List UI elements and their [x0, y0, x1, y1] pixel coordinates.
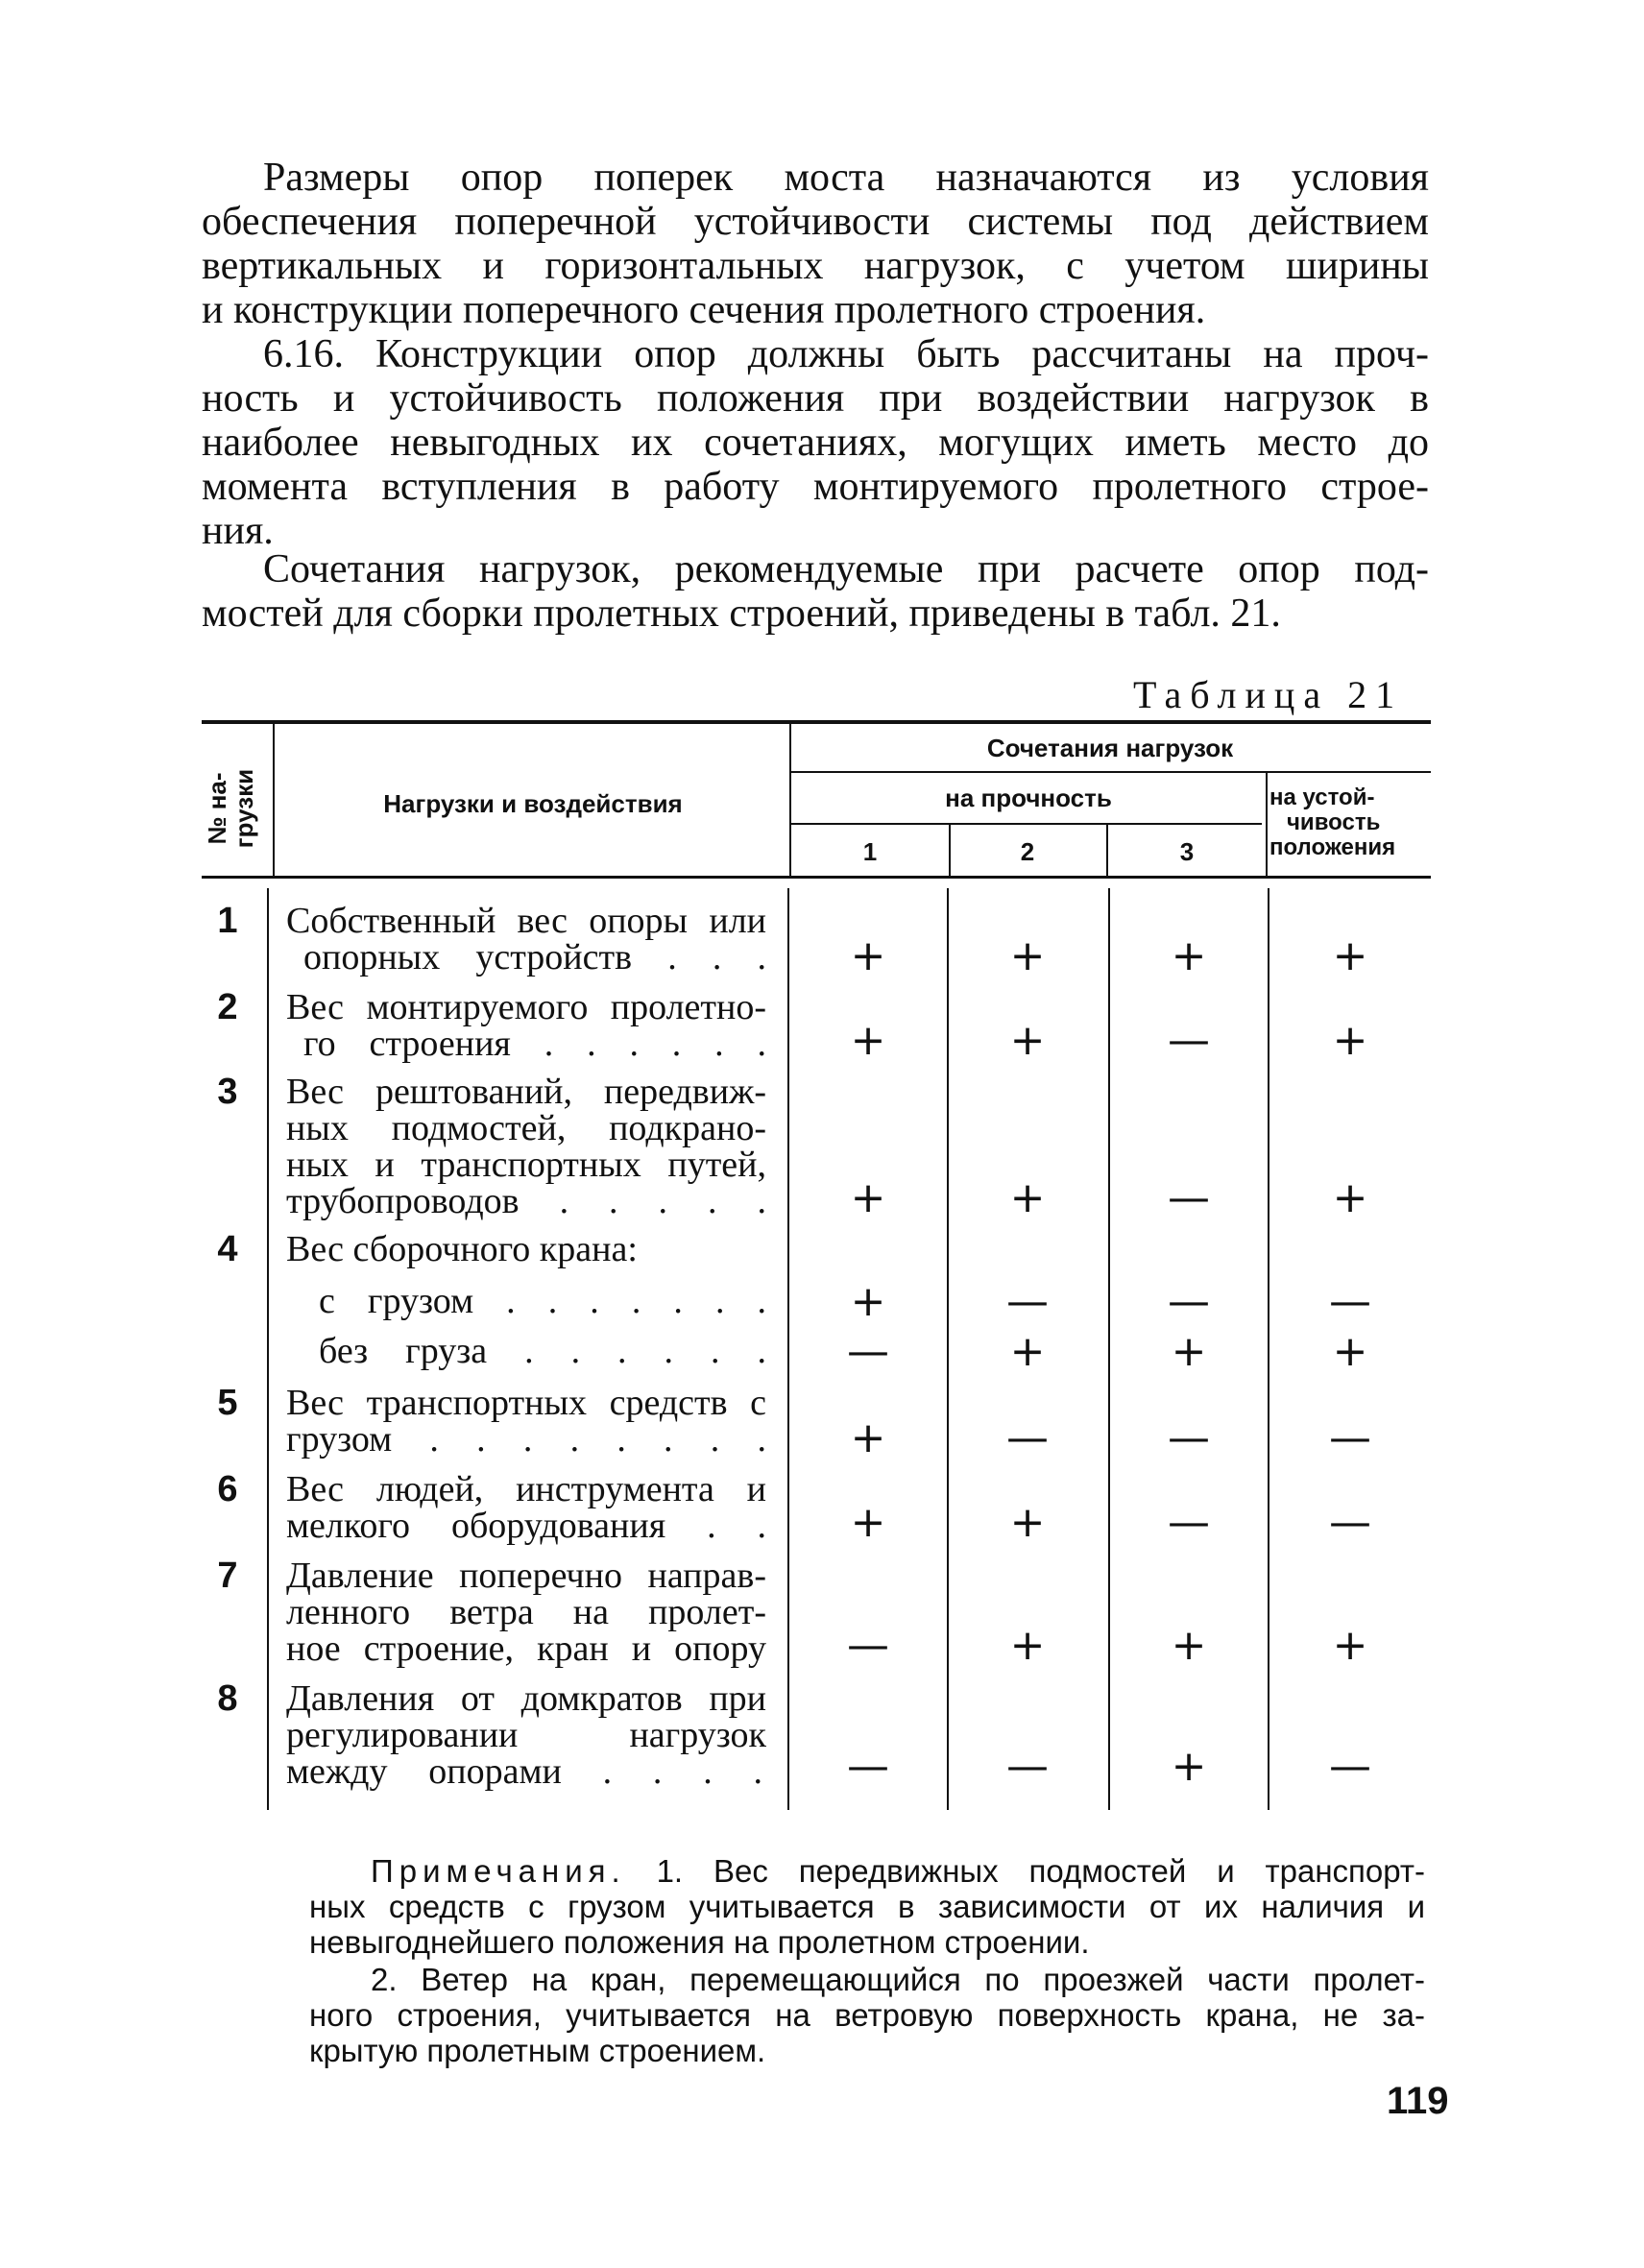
row-label	[286, 1333, 766, 1369]
note-2-line: крытую пролетным строением.	[309, 2033, 766, 2068]
mark-cell: +	[1332, 1621, 1368, 1670]
body-divider-loads	[787, 888, 789, 1810]
row-label-line: Вес транспортных средств с	[286, 1383, 766, 1423]
mark-cell: +	[1332, 1173, 1368, 1222]
note-2-line: 2. Ветер на кран, перемещающийся по проезжей части пролет-	[371, 1962, 1425, 1997]
header-number-line1: № на-	[203, 772, 231, 845]
row-label	[286, 1074, 766, 1219]
row-label-line: ных и транспортных путей,	[286, 1145, 766, 1185]
mark-cell: +	[1332, 1327, 1368, 1376]
mark-cell: +	[850, 1413, 886, 1462]
mark-cell: +	[850, 1277, 886, 1326]
row-label-line: Давления от домкратов при	[286, 1678, 766, 1719]
mark-cell: —	[1168, 1413, 1210, 1462]
row-number: 2	[217, 987, 238, 1027]
header-number	[204, 741, 257, 876]
header-divider-c2	[1106, 825, 1108, 876]
row-label	[286, 1471, 766, 1544]
table-caption: Таблица 21	[1133, 673, 1404, 716]
row-label-line: Собственный вес опоры или	[286, 901, 766, 941]
row-label-line: Вес людей, инструмента и	[286, 1469, 766, 1509]
mark-cell: +	[1332, 1016, 1368, 1065]
header-combinations: Сочетания нагрузок	[986, 734, 1234, 762]
note-1-text: 1. Вес передвижных подмостей и транспорт-	[656, 1853, 1425, 1889]
row-label-line: грузом . . . . . . . .	[286, 1419, 766, 1460]
note-2-line: ного строения, учитывается на ветровую поверхность крана, не за-	[309, 1997, 1425, 2033]
row-label	[286, 1557, 766, 1667]
note-1-line: невыгоднейшего положения на пролетном строении.	[309, 1924, 1090, 1960]
row-label	[286, 989, 766, 1062]
header-number-line2: грузки	[230, 768, 258, 849]
notes-heading: Примечания.	[371, 1853, 626, 1889]
body-divider-c2	[1108, 888, 1110, 1810]
table-notes	[309, 1853, 1425, 1960]
mark-cell: —	[1168, 1277, 1210, 1326]
mark-cell: +	[1009, 931, 1046, 980]
mark-cell: +	[1009, 1498, 1046, 1547]
mark-cell: +	[850, 1016, 886, 1065]
header-strength: на прочность	[945, 784, 1112, 812]
mark-cell: +	[850, 931, 886, 980]
header-col-1: 1	[862, 837, 878, 866]
row-label-line: регулировании нагрузок	[286, 1715, 766, 1755]
row-number: 3	[217, 1072, 238, 1112]
mark-cell: +	[850, 1498, 886, 1547]
header-divider-c3	[1266, 773, 1268, 876]
row-label-line: ленного ветра на пролет-	[286, 1592, 766, 1632]
row-number: 4	[217, 1229, 238, 1269]
note-1-line: ных средств с грузом учитывается в зависимости от их наличия и	[309, 1889, 1425, 1924]
row-label	[286, 903, 766, 976]
mark-cell: +	[1332, 931, 1368, 980]
row-number: 8	[217, 1678, 238, 1719]
header-bottom-rule	[202, 876, 1431, 879]
row-number: 6	[217, 1469, 238, 1509]
header-stability-line3: положения	[1269, 834, 1396, 860]
row-number: 7	[217, 1556, 238, 1596]
row-label-line: Вес сборочного крана:	[286, 1229, 638, 1269]
row-label-line: трубопроводов . . . . .	[286, 1181, 766, 1221]
mark-cell: —	[1168, 1173, 1210, 1222]
header-col-2: 2	[1020, 837, 1035, 866]
row-label-line: Давление поперечно направ-	[286, 1556, 766, 1596]
mark-cell: —	[1006, 1413, 1049, 1462]
row-label	[286, 1231, 766, 1267]
row-label-line: го строения . . . . . .	[303, 1024, 766, 1064]
mark-cell: —	[1168, 1498, 1210, 1547]
row-label-line: Вес монтируемого пролетно-	[286, 987, 766, 1027]
row-label	[286, 1283, 766, 1319]
table-note-2	[309, 1962, 1425, 2068]
row-label	[286, 1680, 766, 1790]
text-line: и конструкции поперечного сечения пролетного строения.	[202, 288, 1206, 332]
text-line: вертикальных и горизонтальных нагрузок, с учетом ширины	[202, 244, 1429, 288]
text-line: обеспечения поперечной устойчивости системы под действием	[202, 200, 1429, 244]
mark-cell: +	[1009, 1016, 1046, 1065]
text-line: Размеры опор поперек моста назначаются из условия	[263, 156, 1429, 200]
row-label-line: мелкого оборудования . .	[286, 1506, 766, 1546]
combinations-rule	[791, 771, 1431, 773]
text-line: ность и устойчивость положения при воздействии нагрузок в	[202, 376, 1429, 421]
body-divider-c1	[947, 888, 949, 1810]
text-line: момента вступления в работу монтируемого пролетного строе-	[202, 465, 1429, 509]
row-label	[286, 1385, 766, 1458]
mark-cell: —	[1329, 1413, 1371, 1462]
note-1-line	[309, 1853, 1425, 1889]
row-label-line: ных подмостей, подкрано-	[286, 1108, 766, 1148]
row-label-line: с грузом . . . . . . .	[319, 1281, 766, 1321]
text-line: мостей для сборки пролетных строений, приведены в табл. 21.	[202, 591, 1281, 636]
mark-cell: +	[1171, 931, 1207, 980]
mark-cell: +	[1009, 1173, 1046, 1222]
mark-cell: —	[1006, 1277, 1049, 1326]
row-label-line: опорных устройств . . .	[303, 937, 766, 977]
header-divider-loads	[789, 724, 791, 876]
mark-cell: —	[847, 1742, 889, 1791]
mark-cell: +	[1009, 1327, 1046, 1376]
body-divider-num	[267, 888, 269, 1810]
row-label-line: без груза . . . . . .	[319, 1331, 766, 1371]
row-label-line: ное строение, кран и опору	[286, 1629, 766, 1669]
header-stability-line2: чивость	[1287, 809, 1381, 835]
body-divider-c3	[1268, 888, 1269, 1810]
text-line: 6.16. Конструкции опор должны быть рассчитаны на проч-	[263, 332, 1429, 376]
header-stability-line1: на устой-	[1269, 784, 1375, 810]
mark-cell: —	[1006, 1742, 1049, 1791]
header-col-3: 3	[1179, 837, 1195, 866]
mark-cell: +	[1009, 1621, 1046, 1670]
table-top-rule	[202, 720, 1431, 724]
mark-cell: —	[847, 1621, 889, 1670]
mark-cell: +	[1171, 1327, 1207, 1376]
row-label-line: между опорами . . . .	[286, 1751, 762, 1792]
mark-cell: +	[1171, 1621, 1207, 1670]
mark-cell: +	[850, 1173, 886, 1222]
header-loads: Нагрузки и воздействия	[383, 789, 683, 818]
header-divider-num	[273, 724, 275, 876]
page-number: 119	[1387, 2080, 1449, 2122]
row-number: 1	[217, 901, 238, 941]
row-number: 5	[217, 1383, 238, 1423]
text-line: наиболее невыгодных их сочетаниях, могущих иметь место до	[202, 421, 1429, 465]
row-label-line: Вес рештований, передвиж-	[286, 1072, 766, 1112]
mark-cell: +	[1171, 1742, 1207, 1791]
text-line: ния.	[202, 509, 274, 553]
mark-cell: —	[1329, 1277, 1371, 1326]
mark-cell: —	[847, 1327, 889, 1376]
header-stability	[1269, 785, 1431, 860]
mark-cell: —	[1329, 1498, 1371, 1547]
mark-cell: —	[1168, 1016, 1210, 1065]
mark-cell: —	[1329, 1742, 1371, 1791]
text-line: Сочетания нагрузок, рекомендуемые при расчете опор под-	[263, 547, 1429, 591]
strength-rule	[791, 823, 1262, 825]
